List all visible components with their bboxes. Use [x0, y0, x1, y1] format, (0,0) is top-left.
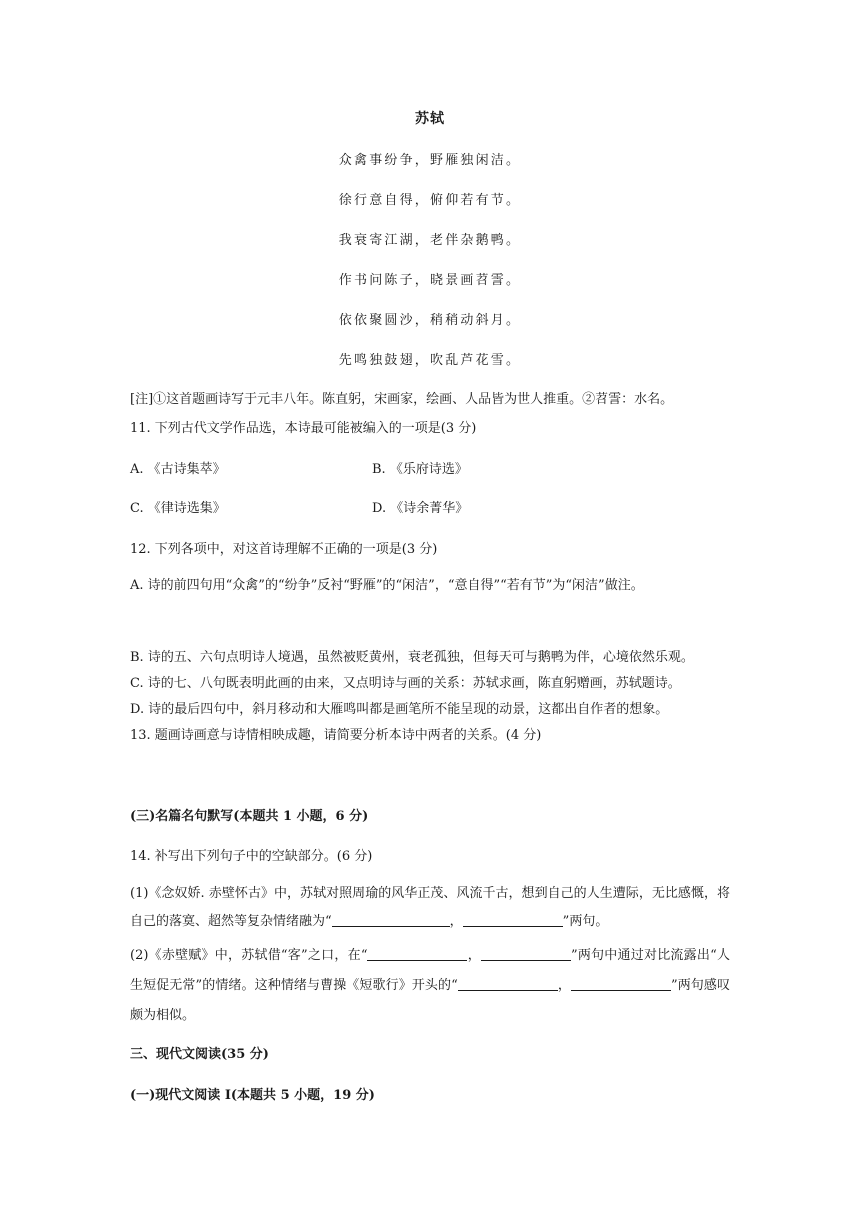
poem-line: 我衰寄江湖，老伴杂鹅鸭。: [338, 233, 522, 248]
q14-item-2-text-b: ”两句中通过对比流露出“人生短促无常”的情绪。这种情绪与曹操《短歌行》开头的“: [130, 948, 730, 993]
punctuation: ，: [449, 914, 463, 929]
q12-option-a: A. 诗的前四句用“众禽”的“纷争”反衬“野雁”的“闲洁”，“意自得”“若有节”为“闲洁”做注。: [130, 578, 644, 593]
q14-item-2-text: (2)《赤壁赋》中，苏轼借“客”之口，在“: [130, 948, 368, 963]
punctuation: ，: [557, 978, 571, 993]
answer-blank[interactable]: [481, 946, 571, 961]
section-heading: (三)名篇名句默写(本题共 1 小题，6 分): [130, 809, 369, 824]
poem-line: 众禽事纷争，野雁独闲洁。: [338, 153, 522, 168]
q14-item-1-end: ”两句。: [562, 914, 609, 929]
question-12-stem: 12. 下列各项中，对这首诗理解不正确的一项是(3 分): [130, 542, 438, 557]
question-14-stem: 14. 补写出下列句子中的空缺部分。(6 分): [130, 849, 373, 864]
poem-author: 苏轼: [415, 111, 445, 127]
q14-item-1-text: (1)《念奴娇. 赤壁怀古》中，苏轼对照周瑜的风华正茂、风流千古，想到自己的人生遭际，无比感慨，将自己的落寞、超然等复杂情绪融为“: [130, 886, 730, 929]
poem-line: 依依聚圆沙，稍稍动斜月。: [338, 313, 522, 328]
answer-blank[interactable]: [463, 912, 563, 927]
answer-blank[interactable]: [571, 976, 671, 991]
answer-blank[interactable]: [458, 976, 558, 991]
answer-blank[interactable]: [332, 912, 450, 927]
q11-option-a: A. 《古诗集萃》: [130, 462, 226, 477]
q11-option-c: C. 《律诗选集》: [130, 501, 226, 516]
q12-option-d: D. 诗的最后四句中，斜月移动和大雁鸣叫都是画笔所不能呈现的动景，这都出自作者的想象。: [130, 702, 669, 717]
q14-item-2: [130, 941, 730, 1031]
poem-line: 先鸣独鼓翅，吹乱芦花雪。: [338, 353, 522, 368]
q14-item-1: [130, 880, 730, 936]
q12-option-b: B. 诗的五、六句点明诗人境遇，虽然被贬黄州，衰老孤独，但每天可与鹅鸭为伴，心境依然乐观。: [130, 650, 694, 665]
q11-option-b: B. 《乐府诗选》: [372, 462, 468, 477]
subsection-heading: (一)现代文阅读 Ⅰ(本题共 5 小题，19 分): [130, 1088, 375, 1103]
q11-option-d: D. 《诗余菁华》: [372, 501, 469, 516]
poem-note: [注]①这首题画诗写于元丰八年。陈直躬，宋画家，绘画、人品皆为世人推重。②苕霅：水名。: [130, 392, 674, 407]
q14-item-2-end: ”两句感叹颇为相似。: [130, 978, 730, 1023]
punctuation: ，: [467, 948, 481, 963]
q12-option-c: C. 诗的七、八句既表明此画的由来，又点明诗与画的关系：苏轼求画，陈直躬赠画，苏轼题诗。: [130, 676, 681, 691]
part-heading: 三、现代文阅读(35 分): [130, 1047, 269, 1062]
poem-line: 徐行意自得，俯仰若有节。: [338, 193, 522, 208]
answer-blank[interactable]: [367, 946, 467, 961]
poem-line: 作书问陈子，晓景画苕霅。: [338, 273, 522, 288]
question-13-stem: 13. 题画诗画意与诗情相映成趣，请简要分析本诗中两者的关系。(4 分): [130, 728, 542, 743]
question-11-stem: 11. 下列古代文学作品选，本诗最可能被编入的一项是(3 分): [130, 421, 477, 436]
